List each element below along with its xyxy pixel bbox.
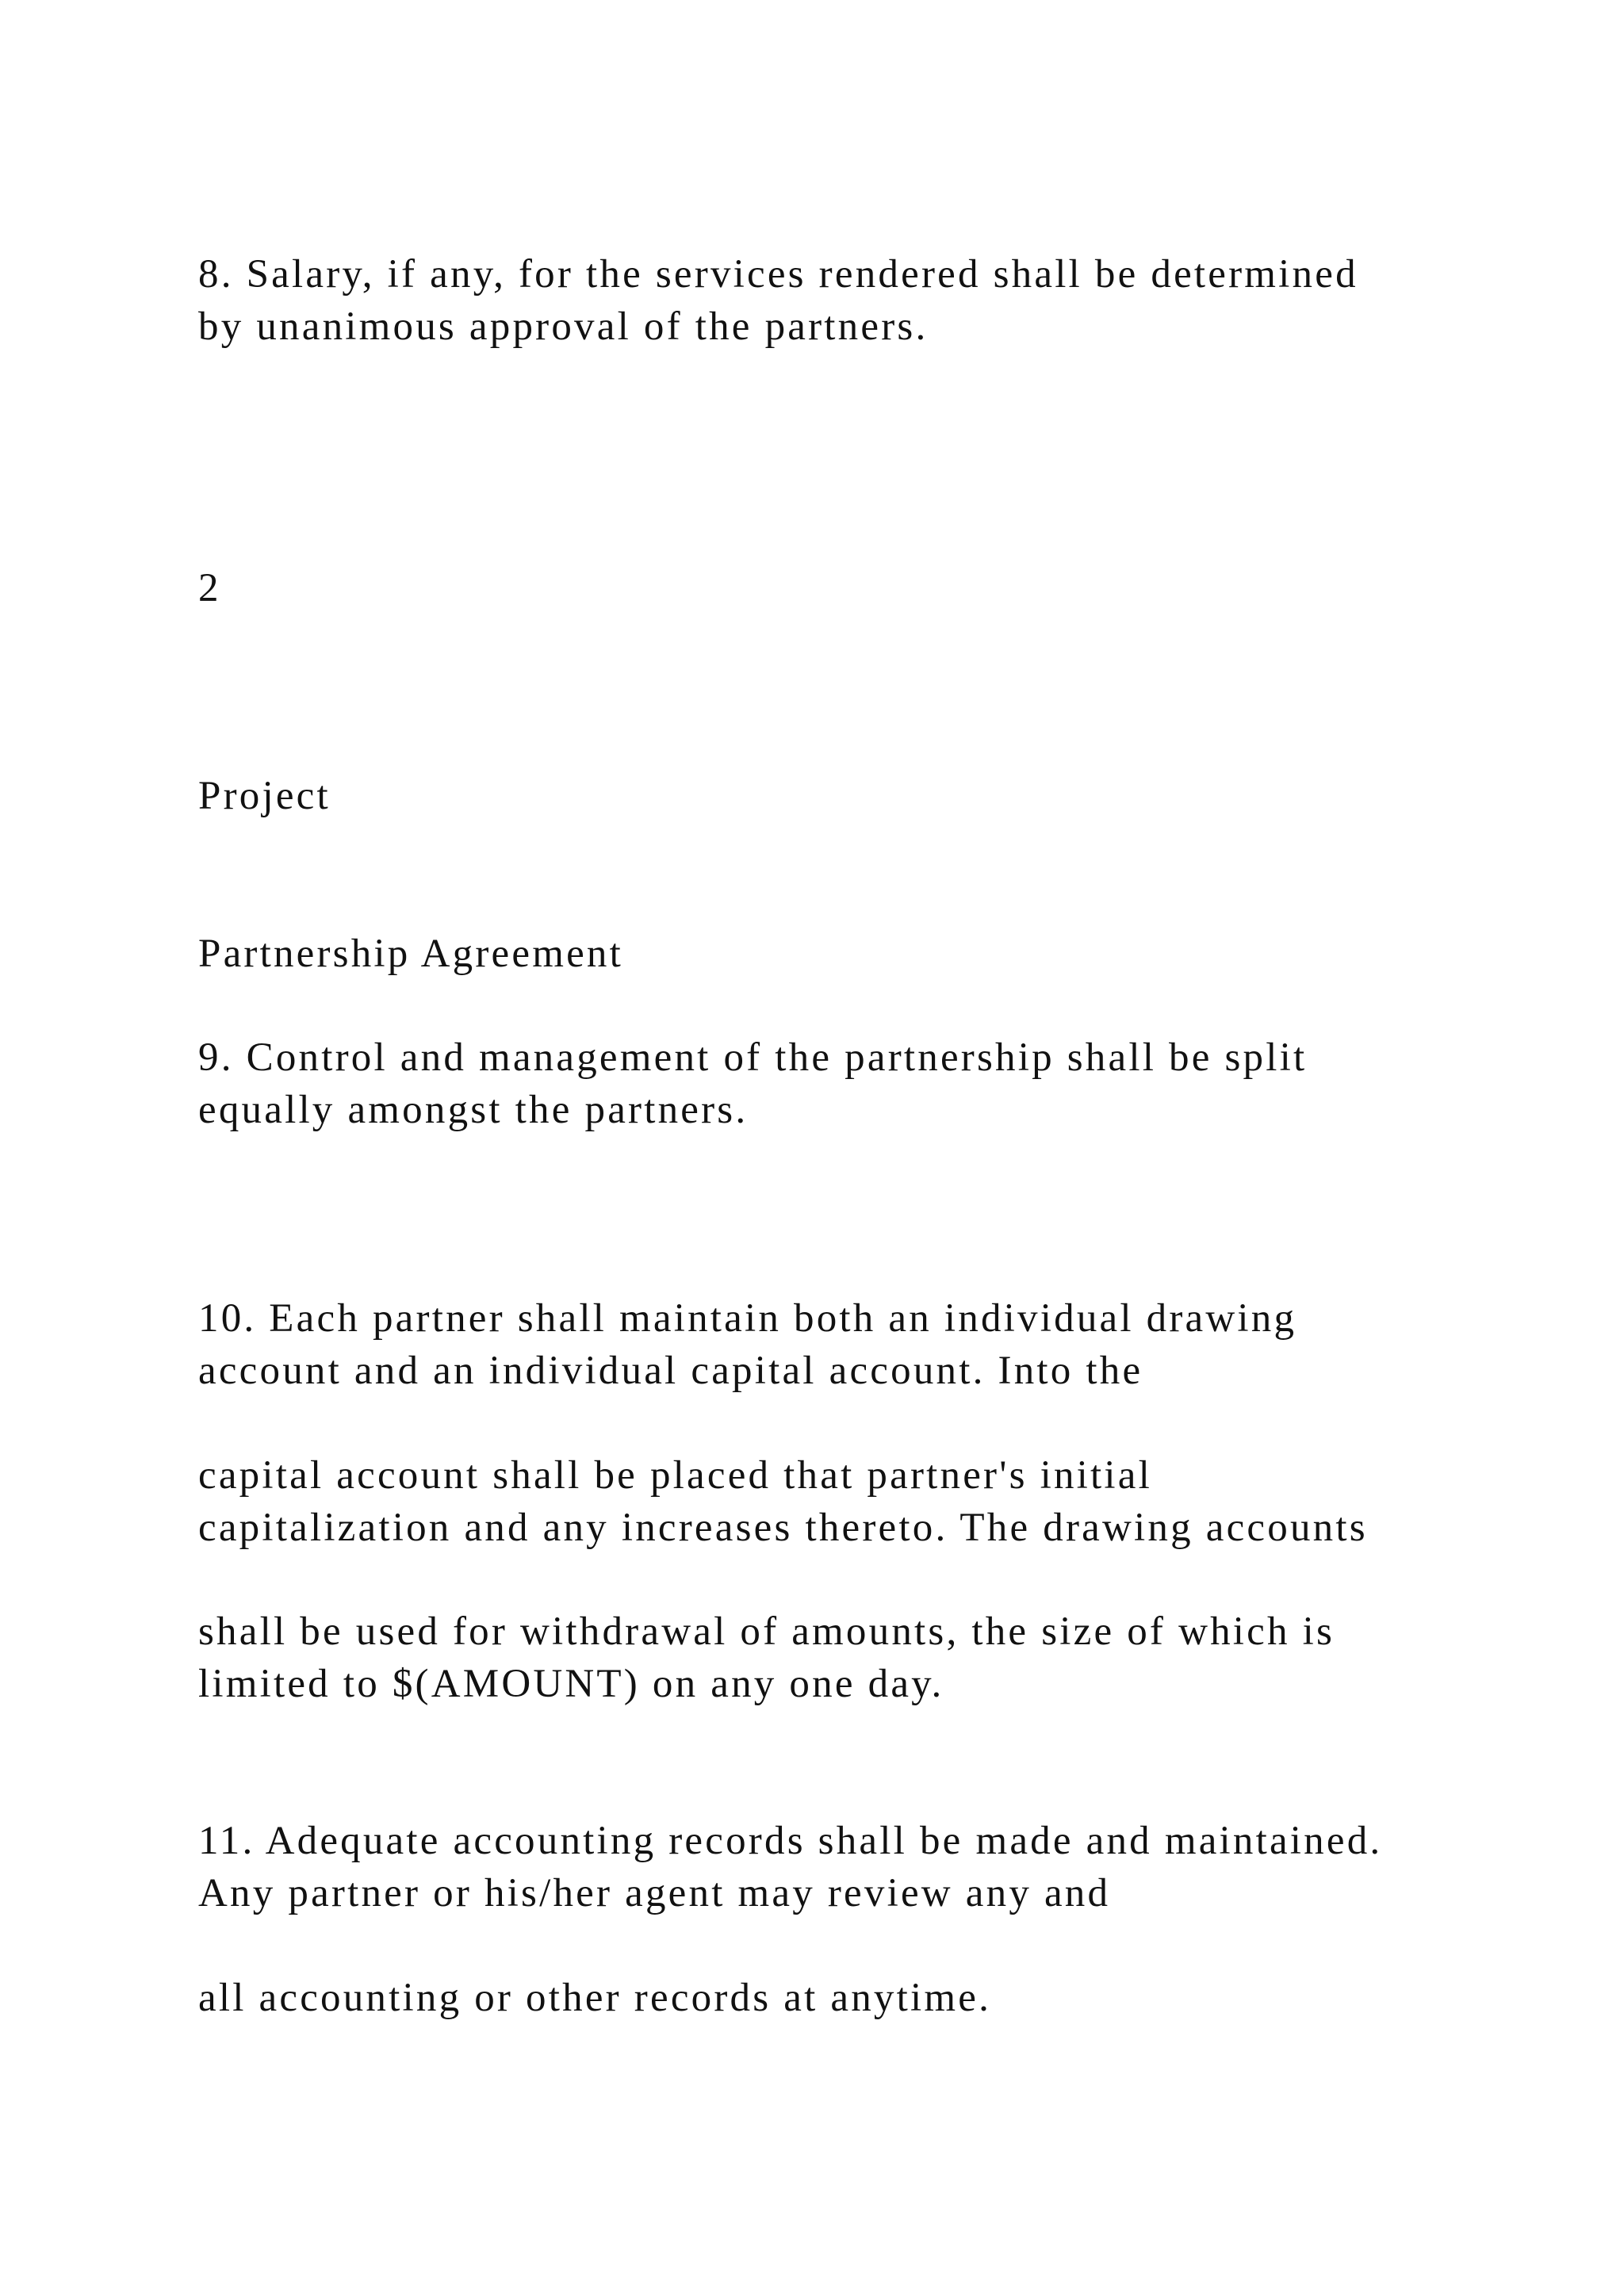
clause-10-line-3: capital account shall be placed that partner's initial [198, 1453, 1152, 1498]
header-title: Partnership Agreement [198, 932, 623, 976]
clause-11-line-1: 11. Adequate accounting records shall be made and maintained. [198, 1819, 1383, 1863]
clause-10-line-6: limited to $(AMOUNT) on any one day. [198, 1662, 944, 1706]
clause-9-line-1: 9. Control and management of the partnership shall be split [198, 1035, 1308, 1080]
clause-11-line-2: Any partner or his/her agent may review any and [198, 1871, 1111, 1915]
clause-8-line-2: by unanimous approval of the partners. [198, 304, 929, 349]
clause-10-line-4: capitalization and any increases thereto. The drawing accounts [198, 1506, 1368, 1550]
clause-8-line-1: 8. Salary, if any, for the services rendered shall be determined [198, 252, 1358, 297]
clause-10-line-5: shall be used for withdrawal of amounts, the size of which is [198, 1609, 1335, 1654]
clause-10-line-2: account and an individual capital account. Into the [198, 1349, 1143, 1393]
header-project: Project [198, 774, 331, 818]
clause-10-line-1: 10. Each partner shall maintain both an individual drawing [198, 1296, 1297, 1341]
clause-9-line-2: equally amongst the partners. [198, 1088, 749, 1132]
clause-11-line-3: all accounting or other records at anytime. [198, 1976, 992, 2020]
page-number: 2 [198, 566, 221, 610]
